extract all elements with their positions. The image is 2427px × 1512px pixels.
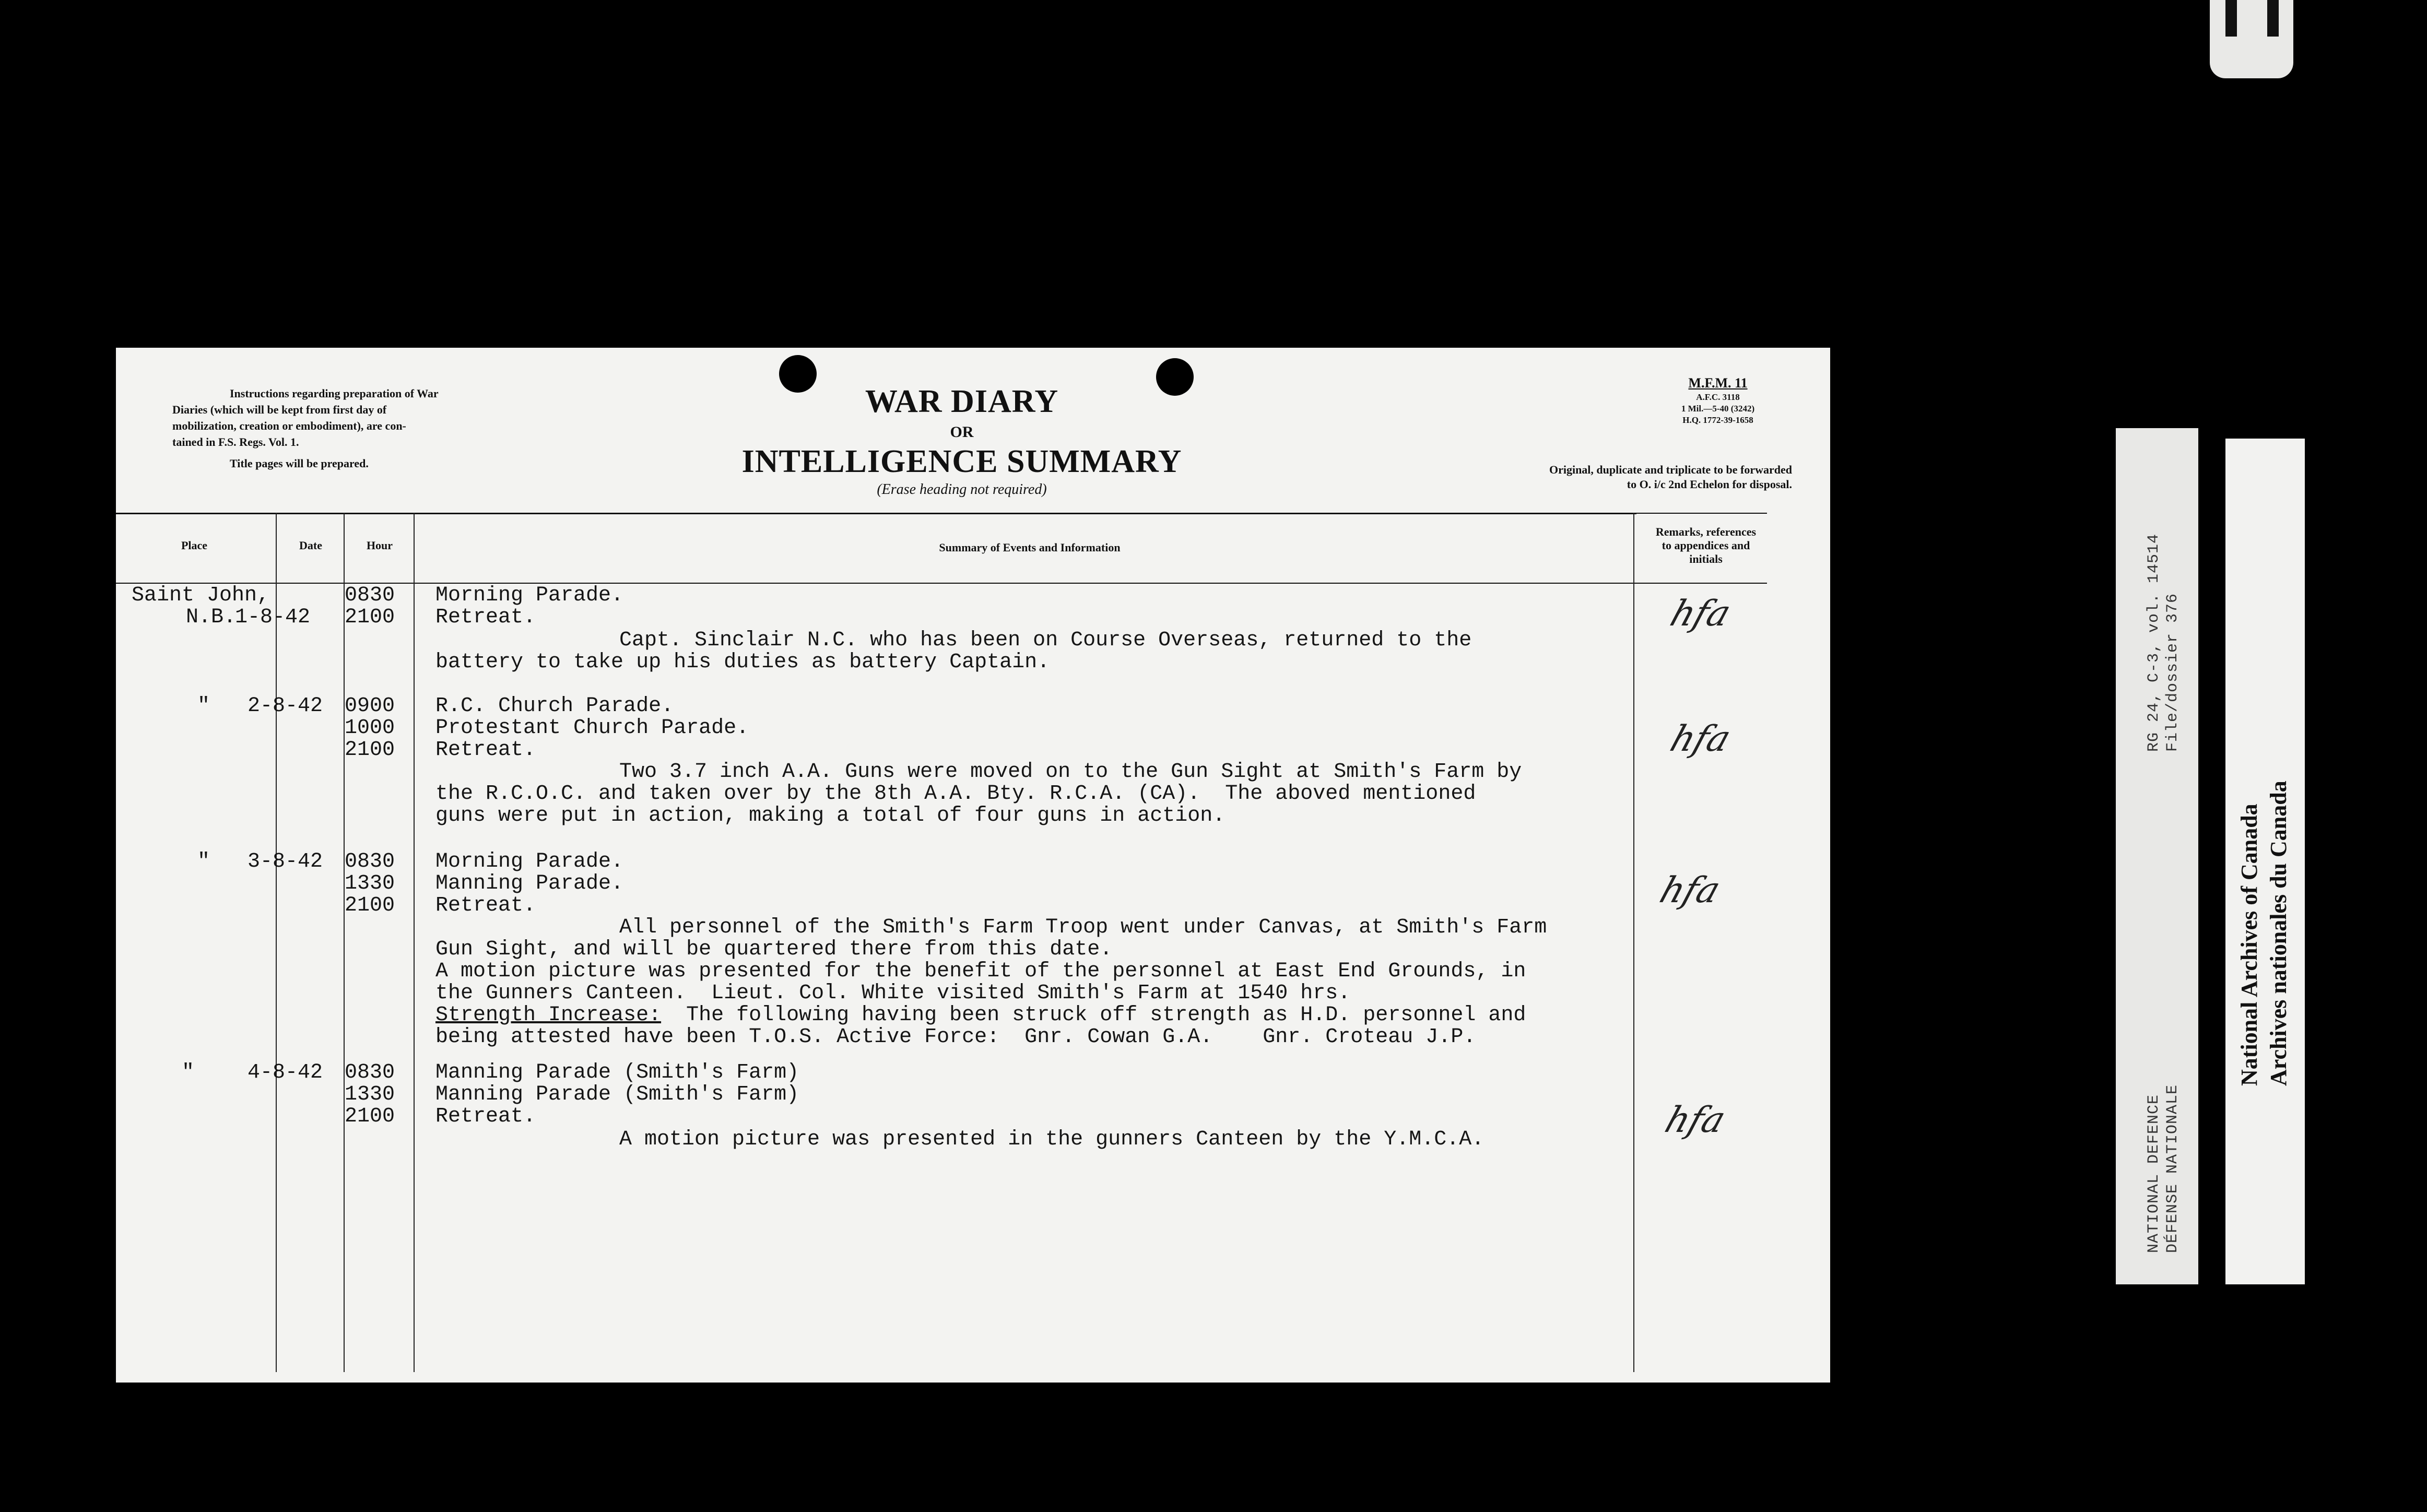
entry-narrative: battery to take up his duties as battery Captain.	[435, 651, 1050, 674]
entry-narrative: All personnel of the Smith's Farm Troop went under Canvas, at Smith's Farm	[619, 916, 1547, 939]
title-war-diary: WAR DIARY	[865, 384, 1059, 419]
form-ref-line: 1 Mil.—5-40 (3242)	[1681, 404, 1755, 414]
initials-signature: hfa	[1665, 593, 1736, 634]
entry-hour: 2100	[345, 606, 395, 629]
column-divider	[414, 513, 415, 1372]
entry-hour: 0830	[345, 850, 395, 873]
department-line: DÉFENSE NATIONALE	[2164, 1084, 2182, 1253]
entry-line: Retreat.	[435, 606, 536, 629]
entry-line: R.C. Church Parade.	[435, 694, 674, 718]
column-divider	[276, 513, 277, 1372]
title-pages-note: Title pages will be prepared.	[230, 457, 369, 470]
remarks-header-line: Remarks, references	[1655, 525, 1757, 538]
entry-narrative: A motion picture was presented in the gunners Canteen by the Y.M.C.A.	[619, 1128, 1485, 1151]
entry-narrative: Two 3.7 inch A.A. Guns were moved on to the Gun Sight at Smith's Farm by	[619, 760, 1522, 784]
clip-slot	[2267, 0, 2279, 37]
entry-place: "	[197, 850, 210, 873]
form-ref-line: A.F.C. 3118	[1696, 392, 1740, 402]
strength-increase-text: being attested have been T.O.S. Active Force: Gnr. Cowan G.A. Gnr. Croteau J.P.	[435, 1025, 1476, 1049]
entry-narrative: Gun Sight, and will be quartered there from this date.	[435, 938, 1113, 961]
form-reference	[1666, 375, 1770, 426]
record-group-ref: RG 24, C-3, vol. 14514	[2145, 533, 2163, 752]
forwarding-line: to O. i/c 2nd Echelon for disposal.	[1627, 478, 1792, 491]
entry-date: 2-8-42	[248, 694, 323, 718]
entry-line: Manning Parade (Smith's Farm)	[435, 1061, 799, 1084]
entry-date: 3-8-42	[248, 850, 323, 873]
title-intelligence-summary: INTELLIGENCE SUMMARY	[741, 444, 1182, 479]
entry-narrative: the R.C.O.C. and taken over by the 8th A.A. Bty. R.C.A. (CA). The aboved mentioned	[435, 782, 1476, 806]
entry-line: Manning Parade (Smith's Farm)	[435, 1083, 799, 1106]
defence-reference-tag	[2116, 428, 2198, 1284]
forwarding-line: Original, duplicate and triplicate to be forwarded	[1549, 463, 1792, 476]
entry-narrative: Capt. Sinclair N.C. who has been on Course Overseas, returned to the	[619, 629, 1472, 652]
entry-line: Retreat.	[435, 894, 536, 917]
entry-hour: 0900	[345, 694, 395, 718]
war-diary-page	[116, 348, 1830, 1383]
instructions-line: Diaries (which will be kept from first day of	[172, 403, 387, 416]
entry-narrative: A motion picture was presented for the benefit of the personnel at East End Grounds, in	[435, 960, 1526, 983]
binder-clip	[2210, 0, 2293, 78]
entry-line: Morning Parade.	[435, 850, 624, 873]
column-header-place: Place	[181, 539, 208, 552]
entry-line: Retreat.	[435, 738, 536, 762]
entry-place: "	[197, 694, 210, 718]
column-divider	[344, 513, 345, 1372]
title-or: OR	[950, 423, 974, 441]
archive-name-en: National Archives of Canada	[2236, 804, 2262, 1086]
forwarding-note	[1416, 463, 1792, 492]
archives-tag	[2225, 439, 2305, 1284]
entry-place: Saint John,	[132, 584, 270, 607]
remarks-header-line: to appendices and	[1662, 539, 1750, 552]
strength-increase-label: Strength Increase:	[435, 1003, 662, 1027]
remarks-top-rule	[1636, 513, 1767, 514]
form-code: M.F.M. 11	[1688, 375, 1748, 391]
entry-line: Morning Parade.	[435, 584, 624, 607]
entry-date: 1-8-42	[235, 606, 311, 629]
entry-narrative: the Gunners Canteen. Lieut. Col. White visited Smith's Farm at 1540 hrs.	[435, 982, 1351, 1005]
entry-hour: 1330	[345, 1083, 395, 1106]
strength-increase-text: The following having been struck off strength as H.D. personnel and	[661, 1003, 1526, 1027]
instructions-block	[172, 385, 548, 471]
column-header-summary: Summary of Events and Information	[939, 541, 1121, 554]
entry-date: 4-8-42	[248, 1061, 323, 1084]
entry-hour: 2100	[345, 894, 395, 917]
file-ref: File/dossier 376	[2164, 593, 2182, 752]
form-ref-line: H.Q. 1772-39-1658	[1682, 415, 1753, 425]
entry-place: "	[182, 1061, 195, 1084]
entry-line: Retreat.	[435, 1105, 536, 1128]
instructions-line: Instructions regarding preparation of War	[230, 387, 439, 400]
archive-name-fr: Archives nationales du Canada	[2266, 781, 2291, 1086]
entry-hour: 2100	[345, 1105, 395, 1128]
remarks-bottom-rule	[1636, 583, 1767, 584]
strength-increase-line	[435, 1003, 1526, 1027]
entry-narrative: guns were put in action, making a total of four guns in action.	[435, 804, 1226, 828]
department-line: NATIONAL DEFENCE	[2145, 1094, 2163, 1253]
entry-hour: 1330	[345, 872, 395, 895]
instructions-line: mobilization, creation or embodiment), are con-	[172, 419, 406, 432]
remarks-header-line: initials	[1689, 552, 1723, 565]
entry-line: Manning Parade.	[435, 872, 624, 895]
instructions-line: tained in F.S. Regs. Vol. 1.	[172, 435, 299, 448]
entry-place: N.B.	[186, 606, 237, 629]
entry-hour: 0830	[345, 1061, 395, 1084]
column-divider	[1633, 513, 1634, 1372]
entry-line: Protestant Church Parade.	[435, 716, 749, 740]
entry-hour: 0830	[345, 584, 395, 607]
clip-slot	[2225, 0, 2237, 37]
column-header-date: Date	[299, 539, 322, 552]
initials-signature: hfa	[1665, 718, 1736, 760]
initials-signature: hfa	[1660, 1100, 1731, 1141]
initials-signature: hfa	[1655, 870, 1726, 911]
column-header-hour: Hour	[366, 539, 393, 552]
entry-hour: 2100	[345, 738, 395, 762]
document-title	[701, 383, 1223, 498]
column-header-remarks	[1646, 525, 1766, 566]
title-erase-note: (Erase heading not required)	[877, 481, 1047, 498]
entry-hour: 1000	[345, 716, 395, 740]
